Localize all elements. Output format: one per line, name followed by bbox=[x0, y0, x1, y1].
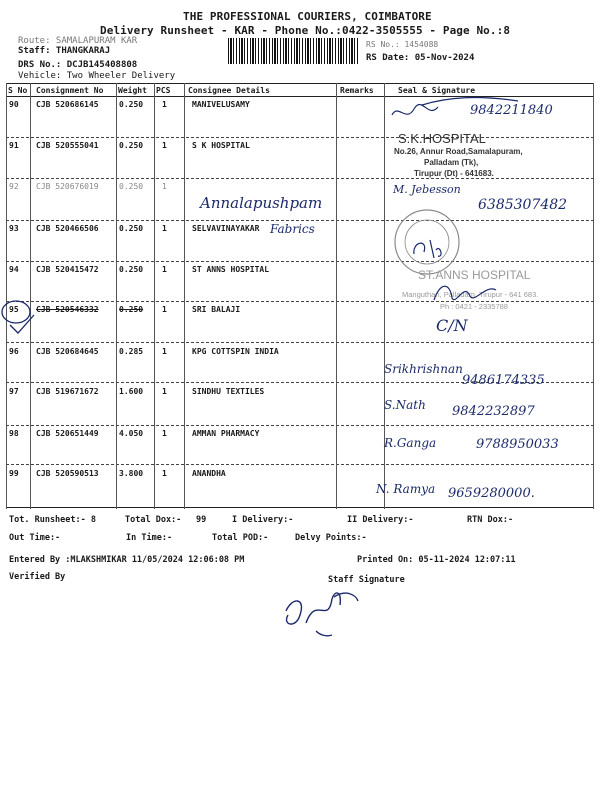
col-header-weight: Weight bbox=[118, 86, 147, 95]
row-sno: 97 bbox=[9, 387, 19, 396]
footer-rtn-dox: RTN Dox:- bbox=[467, 515, 514, 525]
col-header-sno: S No bbox=[8, 86, 28, 95]
row-weight: 0.250 bbox=[119, 224, 144, 233]
rs-date: RS Date: 05-Nov-2024 bbox=[366, 53, 475, 63]
row-weight: 3.800 bbox=[119, 469, 144, 478]
footer-staff-signature-label: Staff Signature bbox=[328, 575, 405, 585]
row-consignment: CJB 520415472 bbox=[36, 265, 99, 274]
row-consignee: SINDHU TEXTILES bbox=[192, 387, 265, 396]
row-consignee: MANIVELUSAMY bbox=[192, 100, 250, 109]
row-consignee: KPG COTTSPIN INDIA bbox=[192, 347, 279, 356]
row-sno: 99 bbox=[9, 469, 19, 478]
row-pcs: 1 bbox=[162, 347, 167, 356]
handwritten-phone-90: 9842211840 bbox=[470, 103, 553, 118]
col-header-seal: Seal & Signature bbox=[398, 86, 476, 95]
col-header-remarks: Remarks bbox=[340, 86, 374, 95]
row-consignment: CJB 520546332 bbox=[36, 305, 99, 314]
route-label: Route: SAMALAPURAM KAR bbox=[18, 36, 138, 46]
row-consignee: ANANDHA bbox=[192, 469, 226, 478]
staff-signature bbox=[276, 585, 376, 645]
barcode-image bbox=[228, 38, 358, 64]
row-consignee: AMMAN PHARMACY bbox=[192, 429, 260, 438]
row-weight: 0.250 bbox=[119, 305, 144, 314]
st-anns-stamp-line2: Ph : 0421 - 2335788 bbox=[440, 302, 508, 311]
row-pcs: 1 bbox=[162, 100, 167, 109]
handwritten-phone-96: 9486174335 bbox=[462, 373, 545, 388]
footer-in-time: In Time:- bbox=[126, 533, 173, 543]
footer-entered-by: Entered By :MLAKSHMIKAR 11/05/2024 12:06:08 PM bbox=[9, 555, 245, 565]
handwritten-name-98: R.Ganga bbox=[384, 436, 437, 450]
sk-hospital-stamp-line1: No.26, Annur Road,Samalapuram, bbox=[394, 147, 523, 156]
footer-total-pod: Total POD:- bbox=[212, 533, 269, 543]
row-sno: 94 bbox=[9, 265, 19, 274]
row-pcs: 1 bbox=[162, 387, 167, 396]
row-consignee: S K HOSPITAL bbox=[192, 141, 250, 150]
row-sno: 91 bbox=[9, 141, 19, 150]
handwritten-name-92: Annalapushpam bbox=[200, 194, 323, 212]
drs-label: DRS No.: DCJB145408808 bbox=[18, 60, 138, 70]
row-consignment: CJB 519671672 bbox=[36, 387, 99, 396]
row-consignee: SELVAVINAYAKAR bbox=[192, 224, 260, 233]
handwritten-name-99: N. Ramya bbox=[376, 482, 436, 496]
handwritten-phone-97: 9842232897 bbox=[452, 404, 535, 419]
row-sno: 93 bbox=[9, 224, 19, 233]
row-weight: 0.250 bbox=[119, 141, 144, 150]
signature-row-94 bbox=[430, 278, 500, 308]
row-sno: 92 bbox=[9, 182, 19, 191]
row-pcs: 1 bbox=[162, 141, 167, 150]
row-consignment: CJB 520676019 bbox=[36, 182, 99, 191]
row-consignment: CJB 520684645 bbox=[36, 347, 99, 356]
row-weight: 1.600 bbox=[119, 387, 144, 396]
row-sno: 98 bbox=[9, 429, 19, 438]
handwritten-note-95: C/N bbox=[436, 316, 468, 335]
row-sno: 95 bbox=[9, 305, 19, 314]
st-anns-stamp-name: ST.ANNS HOSPITAL bbox=[418, 268, 531, 282]
footer-i-delivery: I Delivery:- bbox=[232, 515, 294, 525]
footer-ii-delivery: II Delivery:- bbox=[347, 515, 414, 525]
row-consignment: CJB 520590513 bbox=[36, 469, 99, 478]
sk-hospital-stamp-name: S.K.HOSPITAL bbox=[398, 131, 486, 146]
col-header-pcs: PCS bbox=[156, 86, 171, 95]
rs-number: RS No.: 1454088 bbox=[366, 40, 439, 49]
sk-hospital-stamp-line3: Tirupur (Dt) - 641683. bbox=[414, 169, 494, 178]
row-weight: 4.050 bbox=[119, 429, 144, 438]
footer-verified-by: Verified By bbox=[9, 572, 66, 582]
staff-label: Staff: THANGKARAJ bbox=[18, 46, 111, 56]
handwritten-phone-98: 9788950033 bbox=[476, 437, 559, 452]
col-header-consignment: Consignment No bbox=[36, 86, 104, 95]
row-weight: 0.250 bbox=[119, 182, 144, 191]
handwritten-name-97: S.Nath bbox=[384, 398, 426, 412]
handwritten-phone-99: 9659280000. bbox=[448, 486, 535, 501]
row-pcs: 1 bbox=[162, 182, 167, 191]
sk-hospital-stamp-line2: Palladam (Tk), bbox=[424, 158, 479, 167]
row-weight: 0.250 bbox=[119, 100, 144, 109]
row-sno: 96 bbox=[9, 347, 19, 356]
handwritten-phone-92: 6385307482 bbox=[478, 197, 568, 213]
footer-total-dox-value: 99 bbox=[196, 515, 207, 525]
col-header-consignee: Consignee Details bbox=[188, 86, 270, 95]
footer-printed-on: Printed On: 05-11-2024 12:07:11 bbox=[357, 555, 516, 565]
row-consignment: CJB 520686145 bbox=[36, 100, 99, 109]
signature-row-93 bbox=[408, 234, 448, 264]
footer-delvy-points: Delvy Points:- bbox=[295, 533, 367, 543]
row-pcs: 1 bbox=[162, 429, 167, 438]
row-pcs: 1 bbox=[162, 305, 167, 314]
footer-out-time: Out Time:- bbox=[9, 533, 61, 543]
handwritten-name-96: Srikhrishnan bbox=[384, 362, 463, 376]
runsheet-subtitle: Delivery Runsheet - KAR - Phone No.:0422-3505555 - Page No.:8 bbox=[100, 24, 511, 37]
handwritten-note-93: Fabrics bbox=[270, 222, 315, 236]
vehicle-label: Vehicle: Two Wheeler Delivery bbox=[18, 71, 176, 81]
row-sno: 90 bbox=[9, 100, 19, 109]
signature-row-90 bbox=[388, 97, 528, 137]
row-consignee: SRI BALAJI bbox=[192, 305, 241, 314]
footer-tot-runsheet: Tot. Runsheet:- 8 bbox=[9, 515, 96, 525]
row-consignment: CJB 520466506 bbox=[36, 224, 99, 233]
footer-total-dox: Total Dox:- bbox=[125, 515, 182, 525]
row-pcs: 1 bbox=[162, 265, 167, 274]
handwritten-circle-mark bbox=[0, 295, 40, 335]
row-pcs: 1 bbox=[162, 224, 167, 233]
row-weight: 0.250 bbox=[119, 265, 144, 274]
company-title: THE PROFESSIONAL COURIERS, COIMBATORE bbox=[183, 10, 432, 23]
handwritten-receiver-92: M. Jebesson bbox=[393, 183, 461, 196]
row-consignment: CJB 520651449 bbox=[36, 429, 99, 438]
row-weight: 0.285 bbox=[119, 347, 144, 356]
row-consignee: ST ANNS HOSPITAL bbox=[192, 265, 270, 274]
st-anns-stamp-line1: Manguthan, Palladam, Tirupur - 641 683. bbox=[402, 290, 539, 299]
row-consignment: CJB 520555041 bbox=[36, 141, 99, 150]
row-pcs: 1 bbox=[162, 469, 167, 478]
